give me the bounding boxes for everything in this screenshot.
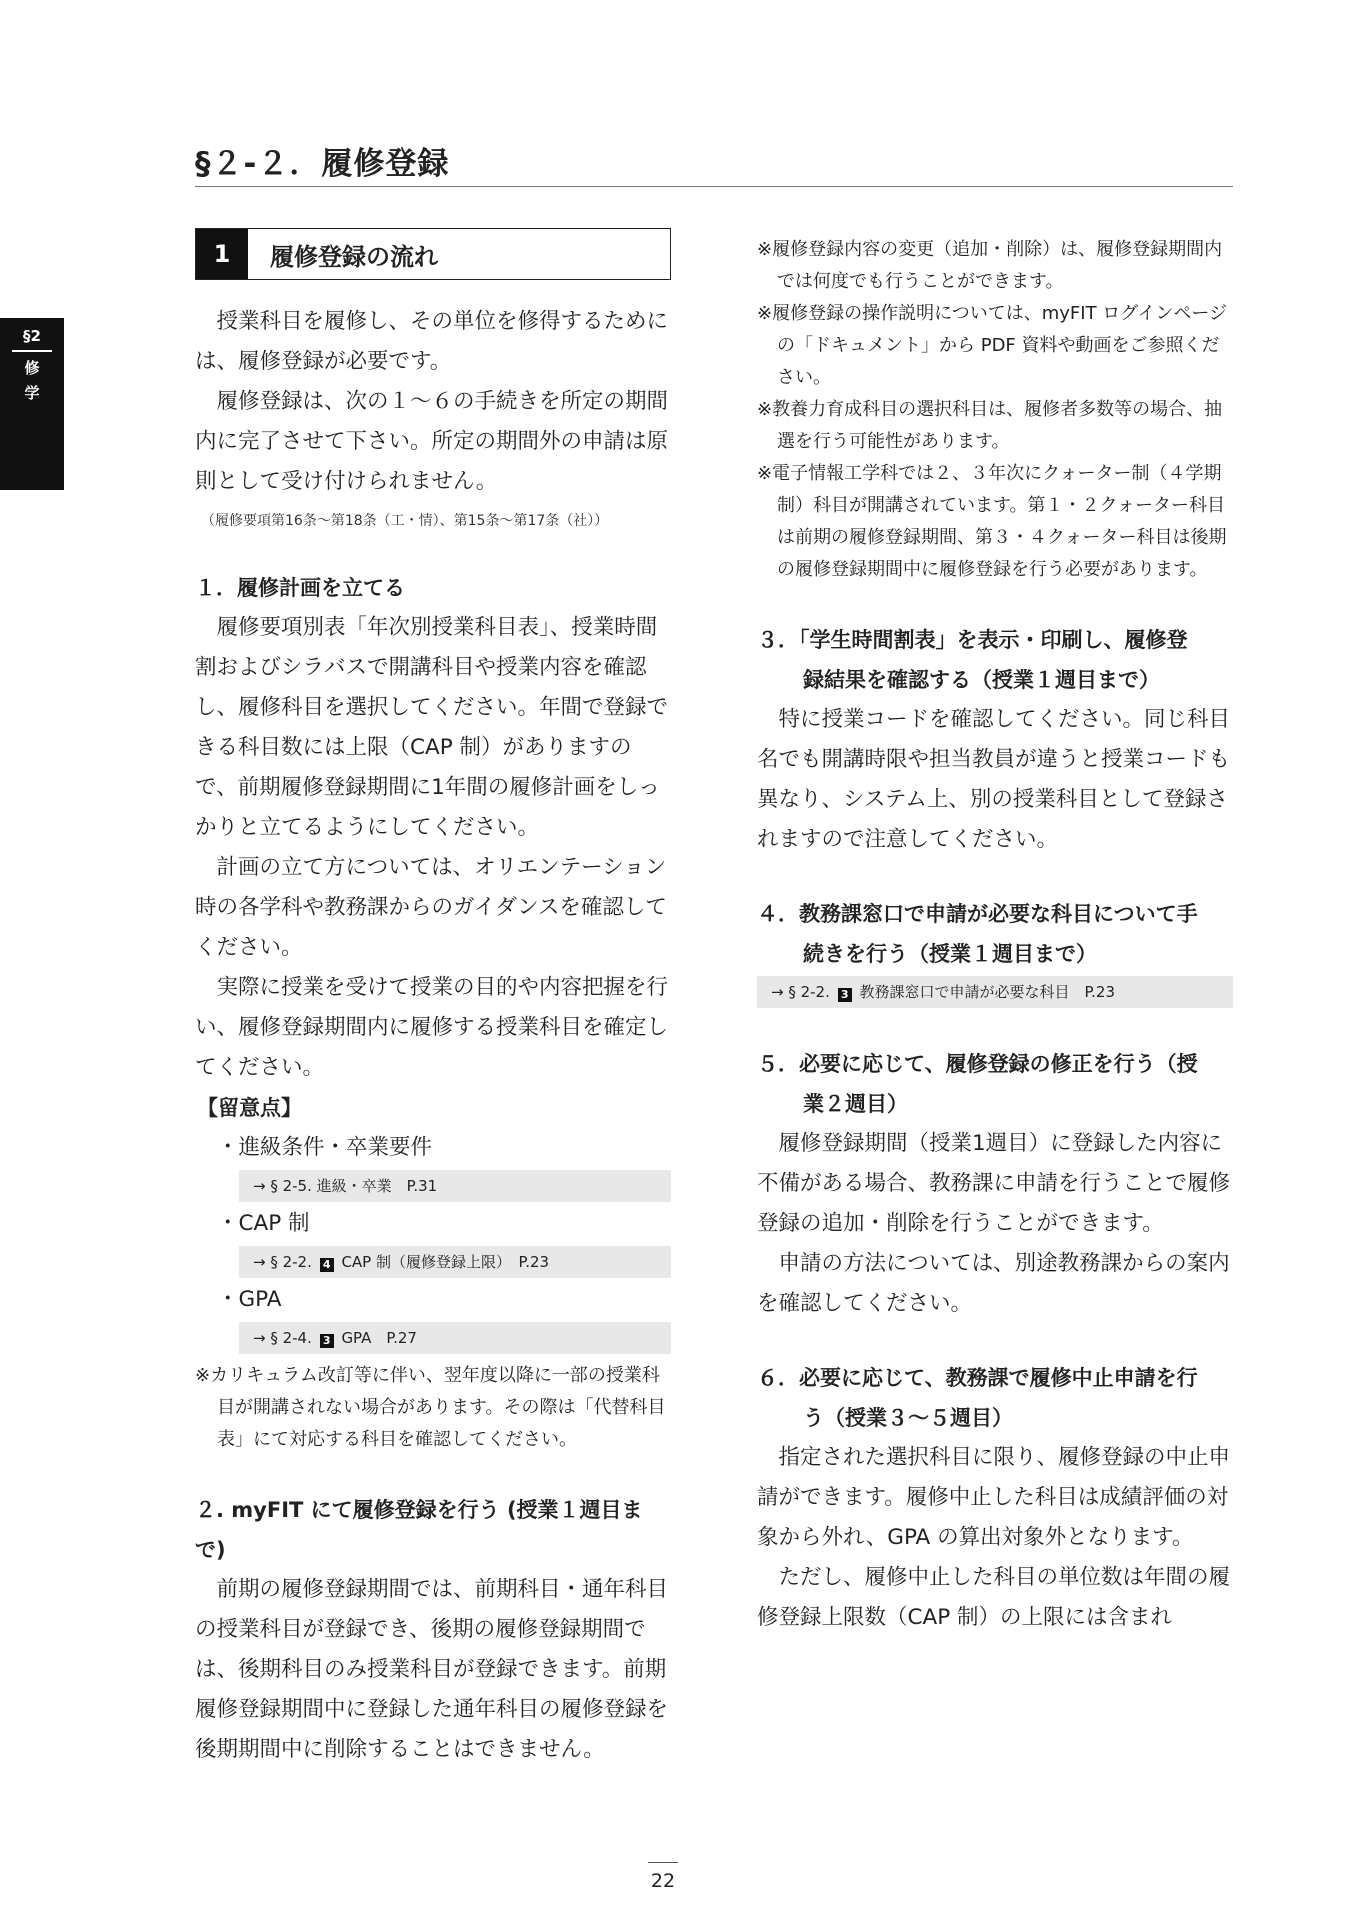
step3-heading [757, 620, 1233, 700]
reference-text: → § 2-2. [771, 983, 830, 1001]
reference-text: 教務課窓口で申請が必要な科目 P.23 [859, 983, 1116, 1001]
reference-text: CAP 制（履修登録上限） P.23 [341, 1253, 550, 1271]
chapter-side-tab [0, 318, 64, 490]
title-divider [195, 186, 1233, 187]
side-tab-char: 学 [24, 384, 40, 402]
step1-heading: １．履修計画を立てる [195, 576, 405, 600]
intro-paragraph: 授業科目を履修し、その単位を修得するためには、履修登録が必要です。 [195, 309, 669, 374]
cross-reference [239, 1170, 671, 1202]
step6-paragraph: 指定された選択科目に限り、履修登録の中止申請ができます。履修中止した科目は成績評価の対象から外れ、GPA の算出対象外となります。 [757, 1445, 1231, 1550]
step2-heading: ２. myFIT にて履修登録を行う (授業１週目まで) [195, 1498, 643, 1562]
right-column [757, 228, 1233, 1638]
step6-heading [757, 1358, 1233, 1438]
section-number: 1 [196, 229, 248, 279]
step2-notes [757, 234, 1233, 586]
note-item: ※履修登録内容の変更（追加・削除）は、履修登録期間内では何度でも行うことができます。 [757, 239, 1223, 292]
heading-line: 録結果を確認する（授業１週目まで） [803, 668, 1160, 692]
page-number: 22 [650, 1870, 676, 1892]
step1-paragraph: 計画の立て方については、オリエンテーション時の各学科や教務課からのガイダンスを確認してください。 [195, 855, 667, 960]
heading-line: ６．必要に応じて、教務課で履修中止申請を行 [757, 1366, 1198, 1390]
reference-text: → § 2-4. [253, 1329, 312, 1347]
heading-line: ３．「学生時間割表」を表示・印刷し、履修登 [757, 628, 1188, 652]
cross-reference [239, 1246, 671, 1278]
section-title: 履修登録の流れ [270, 242, 438, 271]
heading-line: 業２週目） [803, 1092, 908, 1116]
note-item: ※電子情報工学科では２、３年次にクォーター制（４学期制）科目が開講されています。第１・２クォーター科目は前期の履修登録期間、第３・４クォーター科目は後期の履修登録期間中に履修登録を行う必要があります。 [757, 463, 1227, 580]
number-box-icon: 4 [320, 1258, 334, 1272]
reference-text: → § 2-5. 進級・卒業 P.31 [253, 1177, 438, 1195]
cross-reference [239, 1322, 671, 1354]
cross-reference [757, 976, 1233, 1008]
step2-paragraph: 前期の履修登録期間では、前期科目・通年科目の授業科目が登録でき、後期の履修登録期間では、後期科目のみ授業科目が登録できます。前期履修登録期間中に登録した通年科目の履修登録を後期期間中に削除することはできません。 [195, 1577, 669, 1762]
left-column [195, 228, 671, 1770]
notes-title: 【留意点】 [197, 1096, 302, 1120]
step5-heading [757, 1044, 1233, 1124]
section-header [195, 228, 671, 280]
remark-note: ※カリキュラム改訂等に伴い、翌年度以降に一部の授業科目が開講されない場合があります。その際は「代替科目表」にて対応する科目を確認してください。 [195, 1365, 666, 1450]
intro-reference: （履修要項第16条～第18条（工・情）、第15条～第17条（社）） [201, 513, 609, 529]
side-tab-section: §2 [23, 327, 41, 345]
page-title: §２-２．履修登録 [195, 146, 450, 182]
reference-text: GPA P.27 [341, 1329, 417, 1347]
heading-line: ５．必要に応じて、履修登録の修正を行う（授 [757, 1052, 1198, 1076]
heading-line: う（授業３～５週目） [803, 1406, 1013, 1430]
reference-text: → § 2-2. [253, 1253, 312, 1271]
bullet-item: ・CAP 制 [217, 1211, 310, 1236]
side-tab-char: 修 [24, 359, 40, 377]
intro-paragraph: 履修登録は、次の１～６の手続きを所定の期間内に完了させて下さい。所定の期間外の申請は原則として受け付けられません。 [195, 389, 669, 494]
bullet-item: ・GPA [217, 1287, 282, 1312]
number-box-icon: 3 [320, 1334, 334, 1348]
heading-line: ４．教務課窓口で申請が必要な科目について手 [757, 902, 1198, 926]
note-item: ※教養力育成科目の選択科目は、履修者多数等の場合、抽選を行う可能性があります。 [757, 399, 1223, 452]
bullet-item: ・進級条件・卒業要件 [217, 1135, 433, 1160]
side-tab-rule [12, 350, 52, 352]
step1-paragraph: 実際に授業を受けて授業の目的や内容把握を行い、履修登録期間内に履修する授業科目を確定してください。 [195, 975, 669, 1080]
step6-paragraph: ただし、履修中止した科目の単位数は年間の履修登録上限数（CAP 制）の上限には含まれ [757, 1565, 1231, 1630]
step4-heading [757, 894, 1233, 974]
page-number-rule [648, 1862, 678, 1863]
step3-paragraph: 特に授業コードを確認してください。同じ科目名でも開講時限や担当教員が違うと授業コードも異なり、システム上、別の授業科目として登録されますので注意してください。 [757, 707, 1231, 852]
step1-paragraph: 履修要項別表「年次別授業科目表」、授業時間割およびシラバスで開講科目や授業内容を確認し、履修科目を選択してください。年間で登録できる科目数には上限（CAP 制）がありますので、前期履修登録期間に1年間の履修計画をしっかりと立てるようにしてください。 [195, 615, 669, 840]
note-item: ※履修登録の操作説明については、myFIT ログインページの「ドキュメント」から PDF 資料や動画をご参照ください。 [757, 303, 1228, 388]
step5-paragraph: 履修登録期間（授業1週目）に登録した内容に不備がある場合、教務課に申請を行うことで履修登録の追加・削除を行うことができます。 [757, 1131, 1231, 1236]
step5-paragraph: 申請の方法については、別途教務課からの案内を確認してください。 [757, 1251, 1230, 1316]
number-box-icon: 3 [838, 988, 852, 1002]
heading-line: 続きを行う（授業１週目まで） [803, 942, 1097, 966]
